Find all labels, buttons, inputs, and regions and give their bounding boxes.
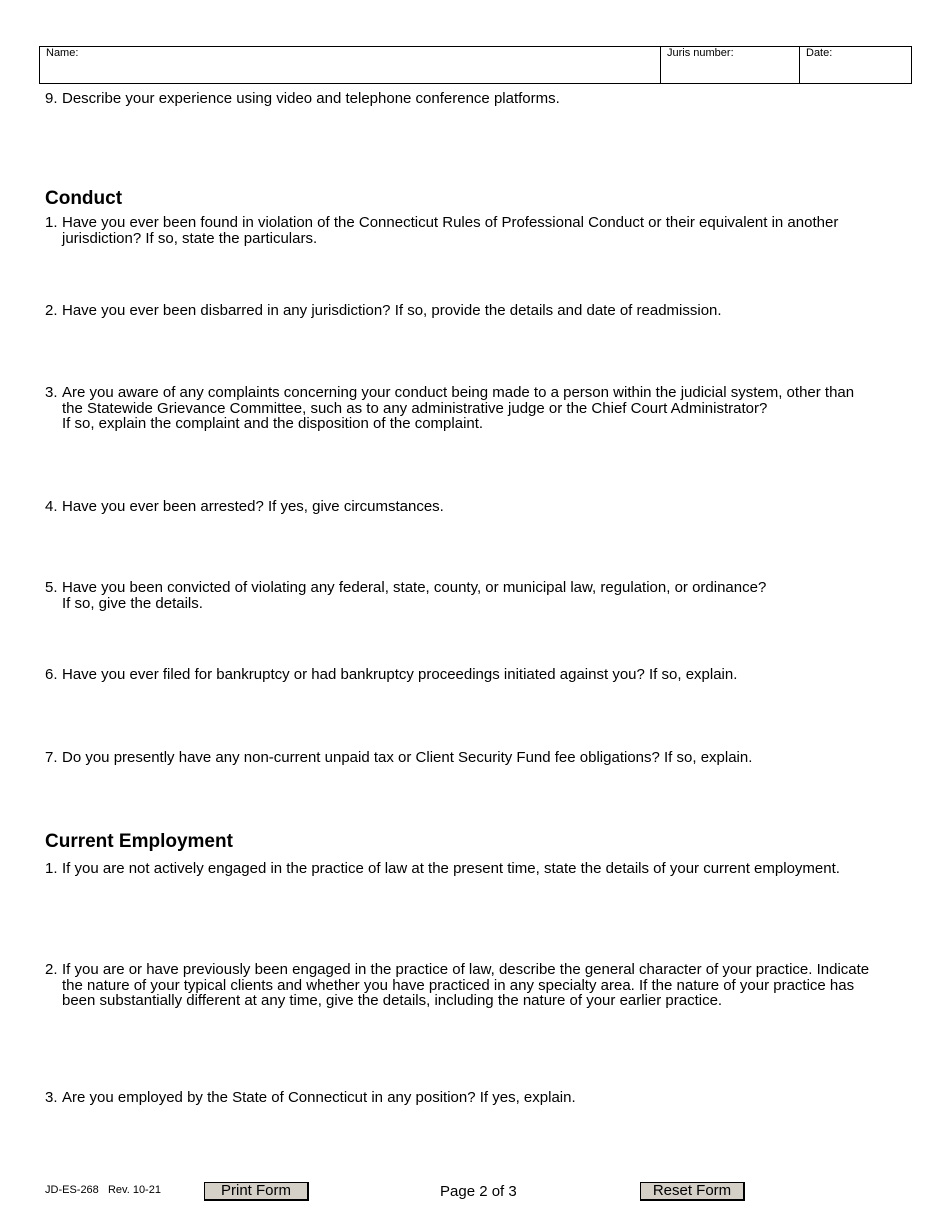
- question-text: Have you ever been arrested? If yes, give circumstances.: [62, 498, 444, 515]
- answer-field-conduct-4[interactable]: [61, 518, 910, 578]
- answer-field-conduct-3[interactable]: [61, 436, 910, 496]
- question-number: 3.: [45, 384, 58, 401]
- question-number: 7.: [45, 749, 58, 766]
- section-title-conduct: Conduct: [45, 188, 123, 209]
- question-number: 2.: [45, 961, 58, 978]
- conduct-question-6: [45, 667, 907, 683]
- answer-field-employment-3[interactable]: [61, 1109, 910, 1177]
- conduct-question-4: [45, 499, 907, 515]
- name-input[interactable]: [44, 61, 656, 83]
- conduct-question-3: [45, 385, 907, 432]
- question-text: If you are not actively engaged in the practice of law at the present time, state the details of your current employment.: [62, 860, 840, 877]
- juris-cell: [660, 47, 800, 83]
- question-text: Are you aware of any complaints concerning your conduct being made to a person within the judicial system, other than the Statewide Grievance Committee, such as to any administrative judge or the Chief Court Administrator? If so, explain the complaint and the disposition of the complaint.: [62, 384, 855, 432]
- answer-field-video-experience[interactable]: [61, 110, 910, 186]
- answer-field-employment-2[interactable]: [61, 1013, 910, 1087]
- answer-field-conduct-6[interactable]: [61, 686, 910, 748]
- employment-question-3: [45, 1090, 907, 1106]
- date-input[interactable]: [804, 61, 908, 83]
- question-text: Have you ever filed for bankruptcy or had bankruptcy proceedings initiated against you? If so, explain.: [62, 666, 738, 683]
- question-text: Have you ever been found in violation of the Connecticut Rules of Professional Conduct or their equivalent in another jurisdiction? If so, state the particulars.: [62, 214, 839, 247]
- name-cell: [40, 47, 660, 83]
- print-form-button[interactable]: Print Form: [204, 1182, 309, 1201]
- form-id: JD-ES-268 Rev. 10-21: [45, 1184, 161, 1196]
- question-text: Do you presently have any non-current unpaid tax or Client Security Fund fee obligations? If so, explain.: [62, 749, 753, 766]
- question-number: 1.: [45, 860, 58, 877]
- question-text: Have you ever been disbarred in any jurisdiction? If so, provide the details and date of readmission.: [62, 302, 722, 319]
- question-text: If you are or have previously been engaged in the practice of law, describe the general character of your practice. Indicate the nature of your typical clients and whether you have practiced in any specialty area. If the nature of your practice has been substantially different at any time, give the details, including the nature of your earlier practice.: [62, 961, 870, 1009]
- conduct-question-1: [45, 215, 907, 246]
- juris-number-input[interactable]: [665, 61, 796, 83]
- answer-field-employment-1[interactable]: [61, 880, 910, 960]
- question-number: 3.: [45, 1089, 58, 1106]
- question-number: 5.: [45, 579, 58, 596]
- conduct-question-7: [45, 750, 907, 766]
- conduct-question-5: [45, 580, 907, 611]
- page-number: Page 2 of 3: [440, 1183, 517, 1200]
- question-text: Describe your experience using video and telephone conference platforms.: [62, 90, 560, 107]
- question-text: Have you been convicted of violating any federal, state, county, or municipal law, regulation, or ordinance? If so, give the details.: [62, 579, 767, 612]
- question-number: 1.: [45, 214, 58, 231]
- question-number: 4.: [45, 498, 58, 515]
- juris-number-label: Juris number:: [667, 47, 734, 59]
- date-label: Date:: [806, 47, 833, 59]
- answer-field-conduct-2[interactable]: [61, 322, 910, 382]
- employment-question-1: [45, 861, 907, 877]
- question-number: 2.: [45, 302, 58, 319]
- date-cell: [799, 47, 912, 83]
- header-fields: [39, 46, 912, 84]
- answer-field-conduct-1[interactable]: [61, 250, 910, 302]
- employment-question-2: [45, 962, 907, 1009]
- question-9: [45, 91, 907, 107]
- reset-form-button[interactable]: Reset Form: [640, 1182, 745, 1201]
- answer-field-conduct-5[interactable]: [61, 615, 910, 667]
- conduct-question-2: [45, 303, 907, 319]
- question-number: 9.: [45, 90, 58, 107]
- question-text: Are you employed by the State of Connecticut in any position? If yes, explain.: [62, 1089, 576, 1106]
- section-title-current-employment: Current Employment: [45, 831, 233, 852]
- answer-field-conduct-7[interactable]: [61, 769, 910, 827]
- question-number: 6.: [45, 666, 58, 683]
- name-label: Name:: [46, 47, 79, 59]
